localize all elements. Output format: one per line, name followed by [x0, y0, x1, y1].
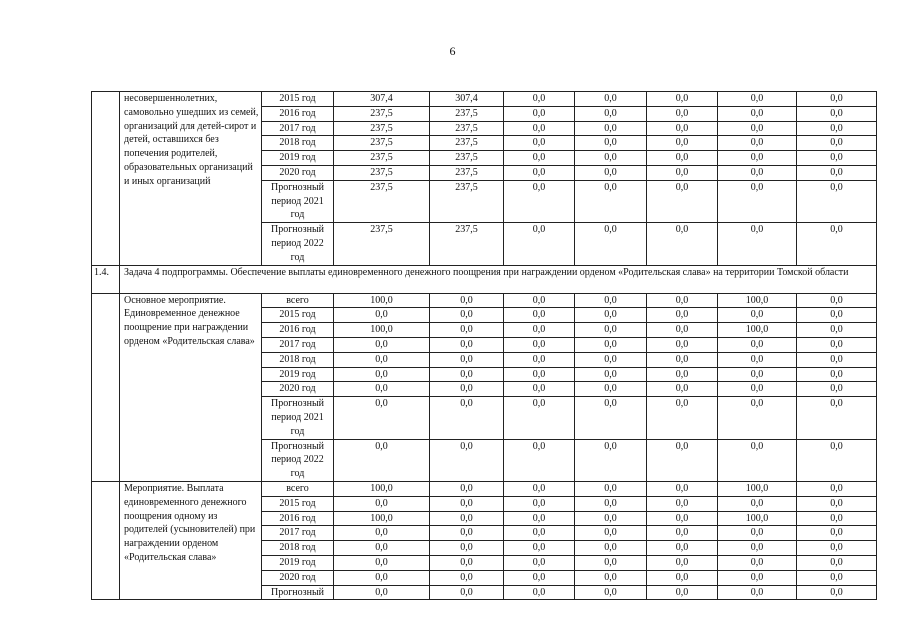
value-cell: 237,5 [334, 106, 430, 121]
value-cell: 237,5 [334, 165, 430, 180]
value-cell: 307,4 [430, 92, 504, 107]
value-cell: 0,0 [647, 223, 718, 265]
period-cell: 2020 год [262, 382, 334, 397]
value-cell: 237,5 [430, 151, 504, 166]
value-cell: 100,0 [334, 293, 430, 308]
value-cell: 0,0 [647, 308, 718, 323]
value-cell: 0,0 [647, 570, 718, 585]
value-cell: 0,0 [718, 541, 797, 556]
value-cell: 237,5 [430, 223, 504, 265]
value-cell: 0,0 [430, 323, 504, 338]
value-cell: 0,0 [718, 106, 797, 121]
period-cell: 2017 год [262, 121, 334, 136]
value-cell: 0,0 [797, 496, 877, 511]
value-cell: 0,0 [575, 570, 647, 585]
value-cell: 0,0 [504, 541, 575, 556]
value-cell: 0,0 [334, 570, 430, 585]
value-cell: 0,0 [797, 223, 877, 265]
value-cell: 0,0 [575, 308, 647, 323]
period-cell: Прогнозный [262, 585, 334, 600]
value-cell: 0,0 [504, 308, 575, 323]
value-cell: 0,0 [575, 136, 647, 151]
period-cell: Прогнозный период 2021 год [262, 397, 334, 439]
period-cell: 2018 год [262, 541, 334, 556]
value-cell: 0,0 [797, 121, 877, 136]
value-cell: 237,5 [430, 106, 504, 121]
value-cell: 0,0 [797, 439, 877, 481]
value-cell: 0,0 [334, 439, 430, 481]
period-cell: 2017 год [262, 337, 334, 352]
value-cell: 0,0 [718, 165, 797, 180]
value-cell: 0,0 [504, 555, 575, 570]
value-cell: 0,0 [504, 496, 575, 511]
task-number: 1.4. [92, 265, 120, 293]
value-cell: 0,0 [797, 526, 877, 541]
value-cell: 0,0 [797, 165, 877, 180]
value-cell: 0,0 [504, 367, 575, 382]
value-cell: 0,0 [647, 496, 718, 511]
value-cell: 0,0 [647, 337, 718, 352]
value-cell: 0,0 [575, 439, 647, 481]
value-cell: 0,0 [334, 526, 430, 541]
value-cell: 0,0 [430, 439, 504, 481]
value-cell: 0,0 [504, 397, 575, 439]
value-cell: 0,0 [647, 165, 718, 180]
value-cell: 0,0 [797, 397, 877, 439]
value-cell: 0,0 [797, 511, 877, 526]
value-cell: 0,0 [575, 541, 647, 556]
value-cell: 0,0 [718, 352, 797, 367]
value-cell: 0,0 [575, 382, 647, 397]
value-cell: 0,0 [647, 293, 718, 308]
item-number-cell [92, 481, 120, 599]
table-row [92, 481, 877, 496]
value-cell: 0,0 [647, 511, 718, 526]
value-cell: 0,0 [797, 323, 877, 338]
value-cell: 0,0 [647, 585, 718, 600]
value-cell: 0,0 [504, 223, 575, 265]
value-cell: 0,0 [504, 337, 575, 352]
value-cell: 0,0 [575, 223, 647, 265]
value-cell: 0,0 [504, 439, 575, 481]
value-cell: 0,0 [647, 367, 718, 382]
value-cell: 0,0 [504, 180, 575, 222]
value-cell: 100,0 [718, 481, 797, 496]
value-cell: 0,0 [504, 151, 575, 166]
period-cell: 2019 год [262, 555, 334, 570]
value-cell: 0,0 [575, 151, 647, 166]
value-cell: 0,0 [647, 541, 718, 556]
period-cell: 2015 год [262, 92, 334, 107]
value-cell: 0,0 [718, 496, 797, 511]
value-cell: 0,0 [797, 570, 877, 585]
value-cell: 0,0 [797, 151, 877, 166]
value-cell: 0,0 [718, 382, 797, 397]
period-cell: 2018 год [262, 136, 334, 151]
period-cell: Прогнозный период 2021 год [262, 180, 334, 222]
item-description: Мероприятие. Выплата единовременного денежного поощрения одному из родителей (усыновителей) при награждении орденом «Родительская слава» [120, 481, 262, 599]
value-cell: 0,0 [718, 555, 797, 570]
value-cell: 0,0 [504, 92, 575, 107]
value-cell: 0,0 [647, 151, 718, 166]
value-cell: 307,4 [334, 92, 430, 107]
value-cell: 0,0 [504, 293, 575, 308]
value-cell: 0,0 [504, 585, 575, 600]
period-cell: 2015 год [262, 496, 334, 511]
period-cell: 2020 год [262, 165, 334, 180]
value-cell: 0,0 [575, 397, 647, 439]
period-cell: 2017 год [262, 526, 334, 541]
value-cell: 0,0 [504, 323, 575, 338]
value-cell: 0,0 [647, 439, 718, 481]
value-cell: 0,0 [575, 293, 647, 308]
value-cell: 0,0 [430, 511, 504, 526]
item-number-cell [92, 92, 120, 266]
value-cell: 0,0 [575, 585, 647, 600]
value-cell: 0,0 [575, 526, 647, 541]
value-cell: 237,5 [430, 121, 504, 136]
table-body [92, 92, 877, 600]
value-cell: 0,0 [718, 439, 797, 481]
value-cell: 237,5 [334, 180, 430, 222]
period-cell: Прогнозный период 2022 год [262, 439, 334, 481]
value-cell: 0,0 [504, 352, 575, 367]
value-cell: 0,0 [504, 165, 575, 180]
period-cell: 2018 год [262, 352, 334, 367]
value-cell: 0,0 [718, 223, 797, 265]
value-cell: 0,0 [797, 308, 877, 323]
value-cell: 100,0 [718, 511, 797, 526]
value-cell: 0,0 [504, 511, 575, 526]
value-cell: 237,5 [334, 151, 430, 166]
value-cell: 0,0 [647, 382, 718, 397]
value-cell: 0,0 [718, 526, 797, 541]
value-cell: 100,0 [334, 323, 430, 338]
value-cell: 0,0 [504, 382, 575, 397]
value-cell: 0,0 [647, 323, 718, 338]
task-row [92, 265, 877, 293]
value-cell: 0,0 [334, 555, 430, 570]
item-description: Основное мероприятие. Единовременное денежное поощрение при награждении орденом «Родительская слава» [120, 293, 262, 481]
page-number: 6 [449, 44, 456, 58]
value-cell: 0,0 [797, 136, 877, 151]
value-cell: 100,0 [334, 481, 430, 496]
period-cell: 2020 год [262, 570, 334, 585]
value-cell: 237,5 [334, 121, 430, 136]
value-cell: 0,0 [647, 180, 718, 222]
value-cell: 0,0 [575, 481, 647, 496]
value-cell: 0,0 [334, 585, 430, 600]
task-text: Задача 4 подпрограммы. Обеспечение выплаты единовременного денежного поощрения при награждении орденом «Родительская слава» на территории Томской области [120, 265, 877, 293]
value-cell: 0,0 [575, 106, 647, 121]
value-cell: 0,0 [334, 308, 430, 323]
value-cell: 0,0 [430, 382, 504, 397]
value-cell: 0,0 [797, 382, 877, 397]
value-cell: 0,0 [718, 337, 797, 352]
value-cell: 0,0 [575, 121, 647, 136]
value-cell: 0,0 [718, 92, 797, 107]
value-cell: 0,0 [575, 165, 647, 180]
value-cell: 0,0 [430, 293, 504, 308]
value-cell: 0,0 [647, 481, 718, 496]
value-cell: 0,0 [718, 136, 797, 151]
table-row [92, 92, 877, 107]
value-cell: 237,5 [430, 165, 504, 180]
value-cell: 0,0 [430, 397, 504, 439]
value-cell: 0,0 [334, 352, 430, 367]
value-cell: 0,0 [334, 541, 430, 556]
value-cell: 0,0 [647, 352, 718, 367]
value-cell: 0,0 [718, 151, 797, 166]
value-cell: 0,0 [647, 121, 718, 136]
value-cell: 0,0 [647, 397, 718, 439]
value-cell: 0,0 [575, 496, 647, 511]
value-cell: 0,0 [718, 397, 797, 439]
value-cell: 0,0 [647, 92, 718, 107]
period-cell: 2015 год [262, 308, 334, 323]
value-cell: 100,0 [718, 293, 797, 308]
value-cell: 0,0 [334, 397, 430, 439]
value-cell: 0,0 [575, 555, 647, 570]
value-cell: 0,0 [797, 106, 877, 121]
value-cell: 0,0 [504, 136, 575, 151]
value-cell: 0,0 [334, 496, 430, 511]
item-number-cell [92, 293, 120, 481]
budget-table [91, 91, 877, 600]
value-cell: 0,0 [647, 106, 718, 121]
value-cell: 0,0 [575, 92, 647, 107]
value-cell: 0,0 [575, 352, 647, 367]
value-cell: 0,0 [504, 106, 575, 121]
value-cell: 0,0 [334, 337, 430, 352]
value-cell: 0,0 [718, 585, 797, 600]
value-cell: 0,0 [797, 541, 877, 556]
value-cell: 0,0 [647, 526, 718, 541]
value-cell: 0,0 [718, 308, 797, 323]
value-cell: 0,0 [797, 293, 877, 308]
value-cell: 0,0 [797, 352, 877, 367]
value-cell: 0,0 [430, 555, 504, 570]
value-cell: 0,0 [797, 180, 877, 222]
value-cell: 0,0 [430, 526, 504, 541]
value-cell: 0,0 [575, 367, 647, 382]
value-cell: 0,0 [797, 555, 877, 570]
value-cell: 0,0 [718, 180, 797, 222]
value-cell: 0,0 [430, 496, 504, 511]
table-row [92, 293, 877, 308]
period-cell: 2016 год [262, 106, 334, 121]
value-cell: 0,0 [430, 481, 504, 496]
value-cell: 0,0 [430, 570, 504, 585]
value-cell: 0,0 [797, 92, 877, 107]
period-cell: 2019 год [262, 151, 334, 166]
value-cell: 0,0 [797, 585, 877, 600]
value-cell: 0,0 [430, 308, 504, 323]
value-cell: 237,5 [334, 223, 430, 265]
value-cell: 237,5 [430, 136, 504, 151]
value-cell: 100,0 [334, 511, 430, 526]
period-cell: всего [262, 293, 334, 308]
period-cell: 2016 год [262, 511, 334, 526]
period-cell: Прогнозный период 2022 год [262, 223, 334, 265]
value-cell: 0,0 [797, 367, 877, 382]
value-cell: 237,5 [430, 180, 504, 222]
value-cell: 0,0 [430, 367, 504, 382]
value-cell: 0,0 [504, 570, 575, 585]
value-cell: 0,0 [430, 585, 504, 600]
value-cell: 0,0 [575, 323, 647, 338]
value-cell: 0,0 [797, 481, 877, 496]
item-description: несовершеннолетних, самовольно ушедших из семей, организаций для детей-сирот и детей, оставшихся без попечения родителей, образовательных организаций и иных организаций [120, 92, 262, 266]
value-cell: 0,0 [334, 382, 430, 397]
value-cell: 237,5 [334, 136, 430, 151]
value-cell: 0,0 [718, 121, 797, 136]
value-cell: 0,0 [430, 541, 504, 556]
value-cell: 0,0 [334, 367, 430, 382]
value-cell: 100,0 [718, 323, 797, 338]
period-cell: 2019 год [262, 367, 334, 382]
value-cell: 0,0 [430, 352, 504, 367]
period-cell: всего [262, 481, 334, 496]
value-cell: 0,0 [430, 337, 504, 352]
value-cell: 0,0 [647, 136, 718, 151]
value-cell: 0,0 [718, 570, 797, 585]
value-cell: 0,0 [504, 481, 575, 496]
value-cell: 0,0 [797, 337, 877, 352]
value-cell: 0,0 [504, 121, 575, 136]
value-cell: 0,0 [575, 511, 647, 526]
value-cell: 0,0 [647, 555, 718, 570]
value-cell: 0,0 [504, 526, 575, 541]
value-cell: 0,0 [718, 367, 797, 382]
value-cell: 0,0 [575, 180, 647, 222]
period-cell: 2016 год [262, 323, 334, 338]
value-cell: 0,0 [575, 337, 647, 352]
